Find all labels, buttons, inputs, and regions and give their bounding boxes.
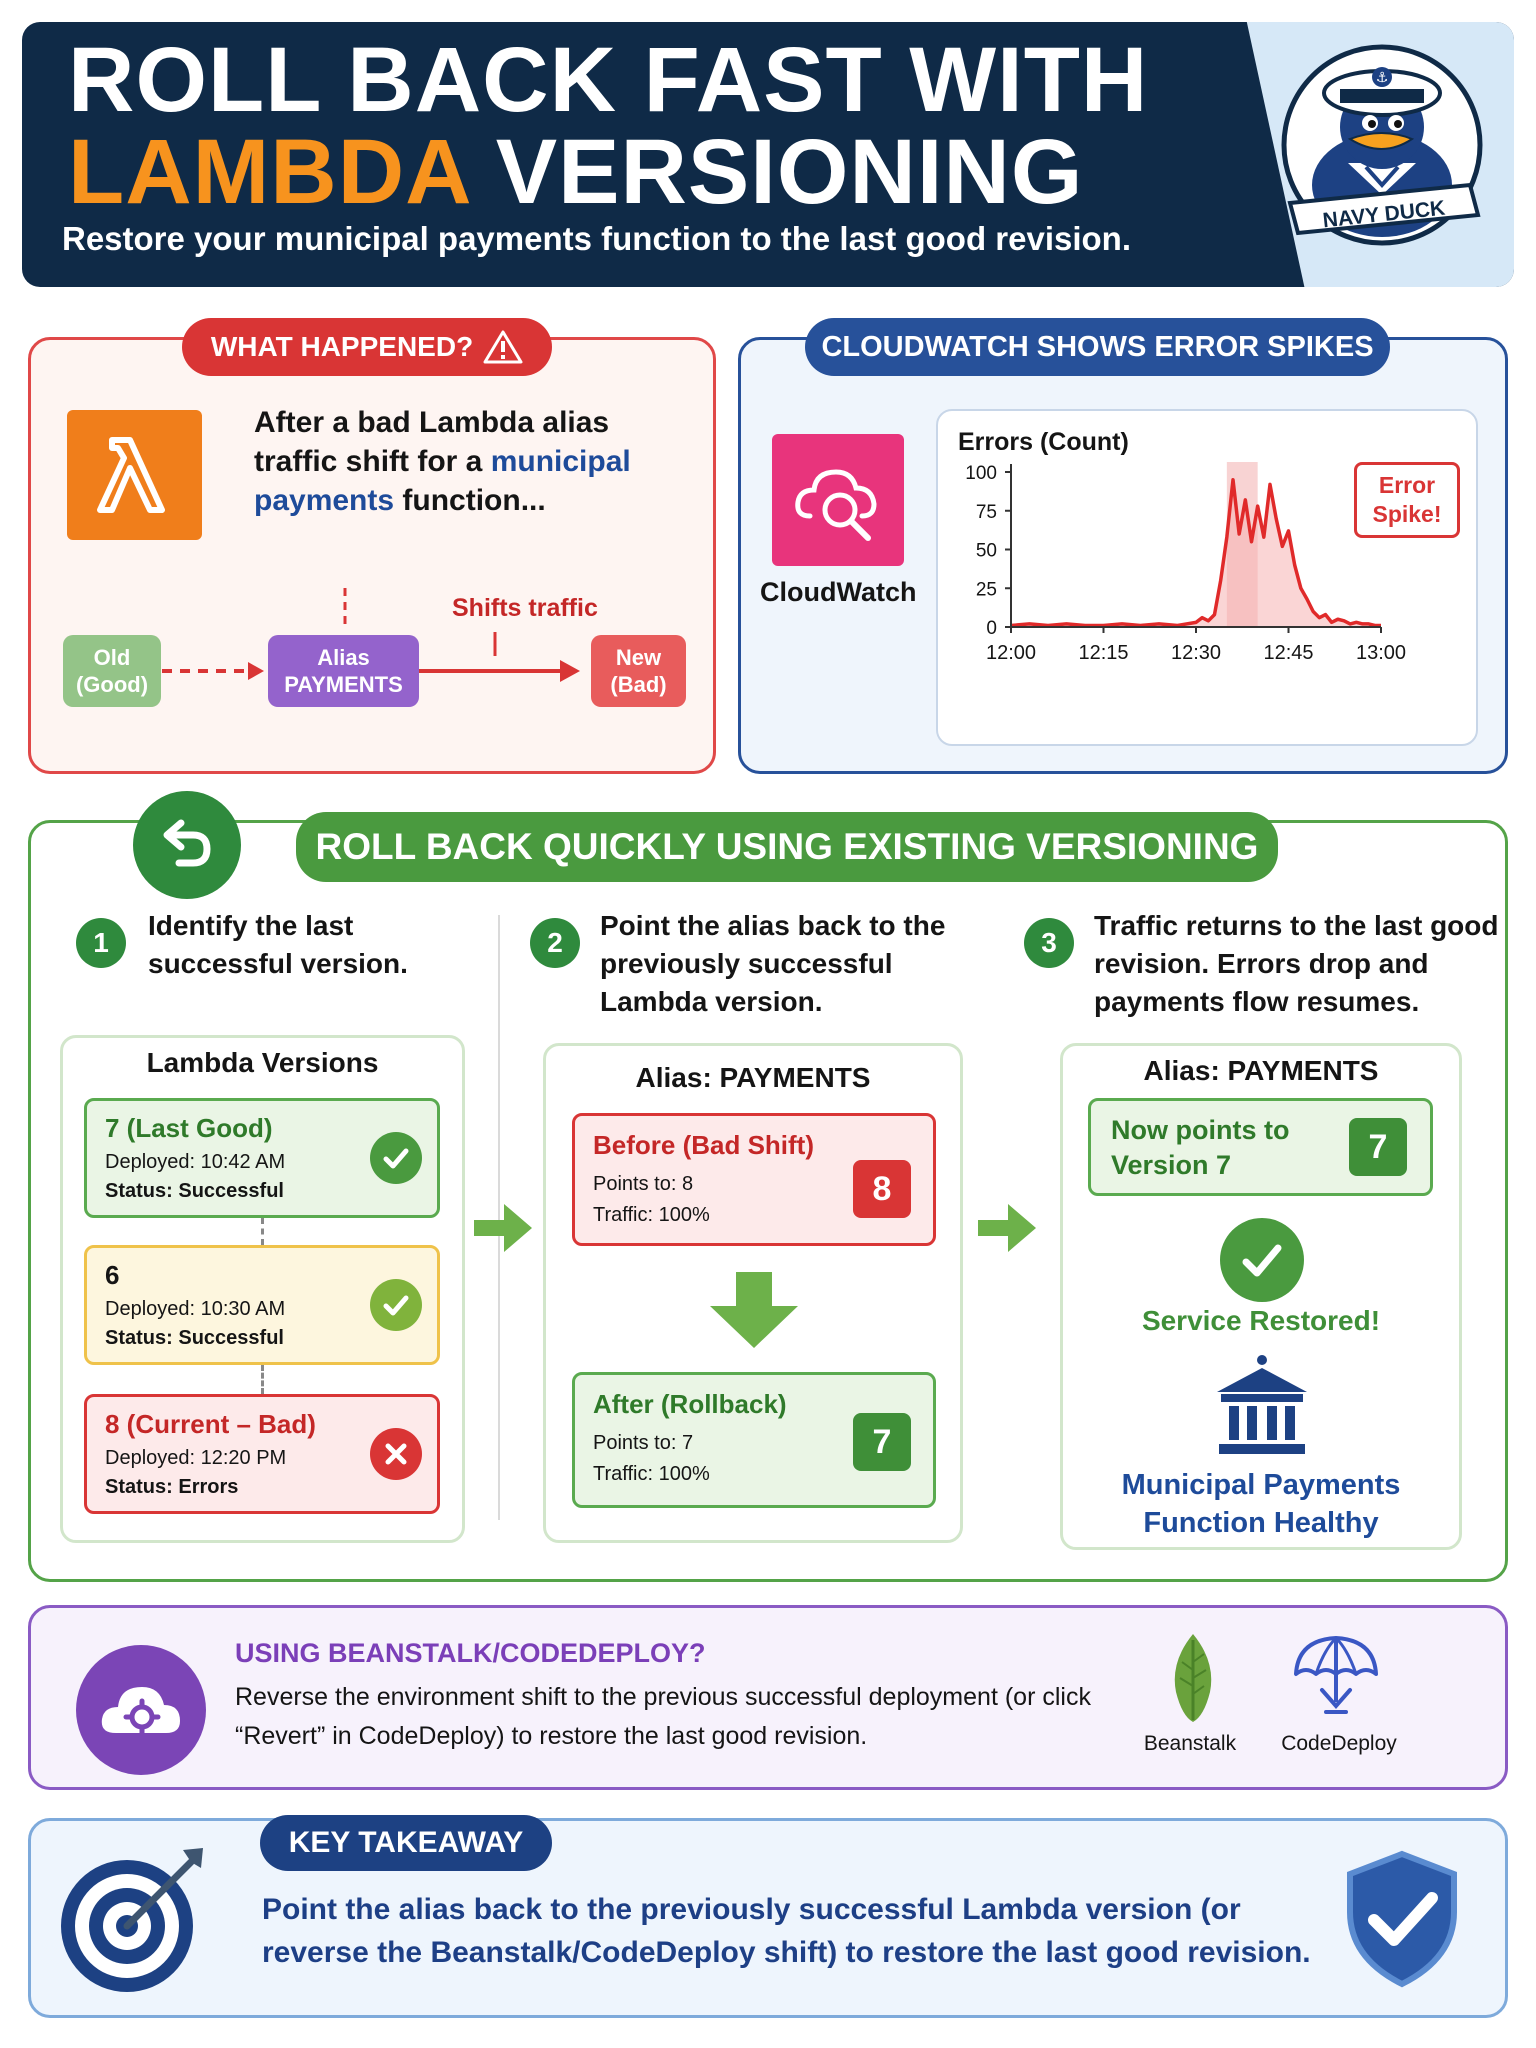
check-icon: [370, 1132, 422, 1184]
version-8-status: [105, 1473, 419, 1502]
shifts-traffic-label: Shifts traffic: [452, 594, 598, 622]
page-title-line2: [68, 122, 1083, 222]
version-6-title: 6: [105, 1260, 120, 1290]
points-label: Points to:: [593, 1173, 682, 1195]
beanstalk-text: Reverse the environment shift to the previous successful deployment (or click “Revert” in CodeDeploy) to restore the last good revision.: [235, 1683, 1091, 1750]
y-tick-label: 25: [975, 579, 997, 601]
alias-title: Alias: PAYMENTS: [635, 1062, 871, 1093]
y-tick-label: 75: [975, 501, 997, 523]
after-version-badge: 7: [853, 1413, 911, 1471]
error-chart: [936, 409, 1478, 746]
traffic-value: 100%: [658, 1463, 710, 1485]
node-alias-payments: [268, 635, 419, 707]
now-version-badge: 7: [1349, 1118, 1407, 1176]
spike-line1: Error: [1378, 472, 1436, 498]
mascot-label: NAVY DUCK: [1321, 196, 1447, 233]
what-happened-label: WHAT HAPPENED?: [210, 331, 474, 362]
status-value: Successful: [178, 1327, 284, 1349]
status-value: Successful: [178, 1180, 284, 1202]
version-connector: [261, 1365, 264, 1394]
version-8-title: 8 (Current – Bad): [105, 1409, 316, 1439]
before-title: Before (Bad Shift): [593, 1130, 814, 1160]
key-takeaway-text: Point the alias back to the previously successful Lambda version (or reverse the Beanstalk/CodeDeploy shift) to restore the last good revision.: [262, 1893, 1311, 1969]
cloud-gear-icon: [76, 1645, 206, 1775]
error-x-icon: [370, 1428, 422, 1480]
undo-icon: [133, 791, 241, 899]
step-2-text: Point the alias back to the previously successful Lambda version.: [600, 910, 946, 1017]
step-3-number: 3: [1024, 918, 1074, 968]
traffic-label: Traffic:: [593, 1204, 659, 1226]
error-spike-callout: [1354, 462, 1460, 538]
check-icon: [370, 1279, 422, 1331]
cloudwatch-label: CloudWatch: [760, 577, 917, 607]
what-happened-pill: [182, 318, 552, 376]
error-line: [1011, 480, 1381, 626]
node-old-l2: (Good): [75, 672, 149, 697]
beanstalk-heading: USING BEANSTALK/CODEDEPLOY?: [235, 1638, 706, 1668]
after-title: After (Rollback): [593, 1389, 787, 1419]
result-title: Alias: PAYMENTS: [1143, 1055, 1379, 1086]
version-7-status: [105, 1177, 419, 1206]
svg-text:⚓: ⚓: [1375, 70, 1389, 86]
points-value: 7: [681, 1432, 694, 1454]
function-healthy-label: [1060, 1466, 1462, 1542]
node-alias-l1: Alias: [317, 645, 370, 670]
government-building-icon: [1213, 1352, 1311, 1458]
node-old-good: [63, 635, 161, 707]
node-new-l2: (Bad): [610, 672, 667, 697]
traffic-label: Traffic:: [593, 1463, 659, 1485]
node-new-bad: [591, 635, 686, 707]
points-label: Points to:: [593, 1432, 682, 1454]
y-tick-label: 100: [965, 463, 997, 484]
x-tick-label: 12:00: [985, 642, 1037, 664]
beanstalk-leaf-icon: [1168, 1632, 1218, 1724]
version-8-deployed: Deployed: 12:20 PM: [105, 1447, 287, 1469]
target-icon: [55, 1838, 215, 1998]
step-2-number: 2: [530, 918, 580, 968]
status-label: Status:: [105, 1476, 173, 1498]
title-rest: VERSIONING: [469, 121, 1084, 223]
shield-check-icon: [1342, 1850, 1462, 1990]
success-check-icon: [1220, 1218, 1304, 1302]
before-version-badge: 8: [853, 1160, 911, 1218]
x-tick-label: 12:15: [1078, 642, 1129, 664]
points-value: 8: [681, 1173, 694, 1195]
what-text-post: function...: [394, 484, 546, 517]
warning-icon: [483, 329, 523, 365]
node-new-l1: New: [615, 645, 662, 670]
cloudwatch-pill: CLOUDWATCH SHOWS ERROR SPIKES: [805, 318, 1390, 376]
version-7-deployed: Deployed: 10:42 AM: [105, 1151, 286, 1173]
version-6-deployed: Deployed: 10:30 AM: [105, 1298, 286, 1320]
x-tick-label: 13:00: [1355, 642, 1407, 664]
spike-line2: Spike!: [1372, 501, 1442, 527]
rollback-pill: ROLL BACK QUICKLY USING EXISTING VERSIONING: [296, 812, 1278, 882]
step-3-text: Traffic returns to the last good revision. Errors drop and payments flow resumes.: [1094, 910, 1499, 1017]
arrow-down-icon: [706, 1270, 802, 1350]
traffic-value: 100%: [658, 1204, 710, 1226]
x-tick-label: 12:45: [1263, 642, 1314, 664]
version-7-title: 7 (Last Good): [105, 1113, 273, 1143]
y-tick-label: 0: [986, 618, 997, 639]
page-subtitle: Restore your municipal payments function to the last good revision.: [62, 220, 1131, 257]
arrow-right-icon: [976, 1198, 1040, 1258]
node-alias-l2: PAYMENTS: [284, 672, 403, 697]
step-1-text: Identify the last successful version.: [148, 910, 408, 979]
what-text-highlight: municipal payments: [254, 445, 631, 517]
codedeploy-umbrella-icon: [1290, 1632, 1382, 1718]
title-accent: LAMBDA: [68, 121, 470, 223]
service-restored-label: Service Restored!: [1141, 1305, 1381, 1336]
y-tick-label: 50: [975, 540, 997, 562]
beanstalk-label: Beanstalk: [1143, 1732, 1237, 1755]
what-happened-text: [254, 403, 674, 520]
versions-title: Lambda Versions: [146, 1047, 379, 1078]
version-connector: [261, 1218, 264, 1245]
status-label: Status:: [105, 1180, 173, 1202]
lambda-icon: [67, 410, 202, 540]
cloudwatch-icon: [772, 434, 904, 566]
status-value: Errors: [178, 1476, 239, 1498]
now-points-text: Now points to Version 7: [1111, 1115, 1290, 1180]
chart-title: Errors (Count): [958, 428, 1129, 456]
page-title-line1: ROLL BACK FAST WITH: [68, 29, 1149, 131]
codedeploy-label: CodeDeploy: [1281, 1732, 1397, 1755]
key-takeaway-pill: KEY TAKEAWAY: [260, 1815, 552, 1871]
node-old-l1: Old: [93, 645, 131, 670]
version-6-status: [105, 1324, 419, 1353]
navy-duck-mascot-icon: [1270, 35, 1490, 265]
error-area: [1011, 480, 1381, 627]
step-1-number: 1: [76, 918, 126, 968]
what-text-pre: After a bad Lambda alias traffic shift for a: [254, 406, 610, 478]
arrow-right-icon: [472, 1198, 536, 1258]
healthy-text: Municipal Payments Function Healthy: [1121, 1469, 1401, 1539]
x-tick-label: 12:30: [1170, 642, 1222, 664]
status-label: Status:: [105, 1327, 173, 1349]
